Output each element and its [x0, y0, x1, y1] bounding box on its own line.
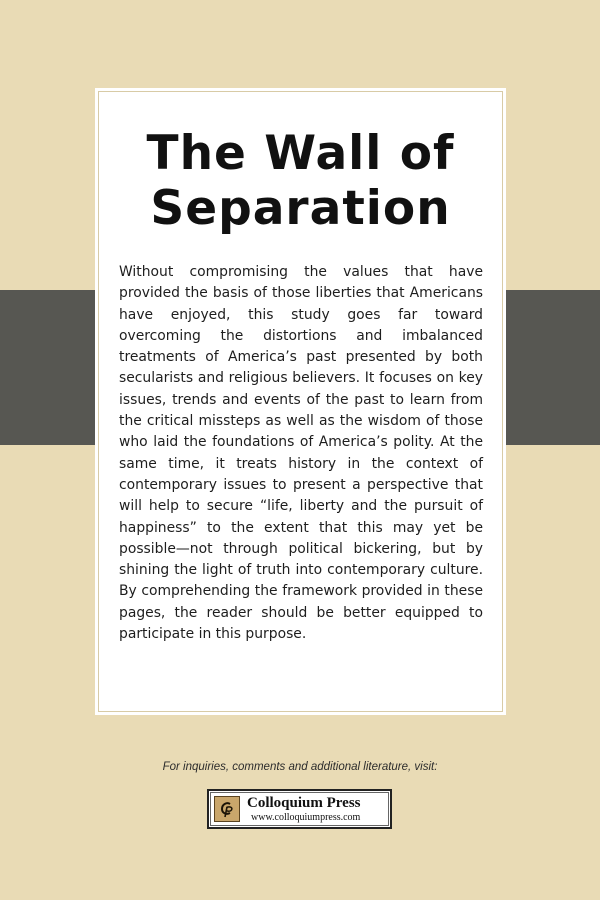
- publisher-logo-link[interactable]: [207, 789, 392, 829]
- publisher-name: Colloquium Press: [247, 795, 361, 811]
- book-title: The Wall of Separation: [146, 126, 455, 236]
- publisher-url: www.colloquiumpress.com: [251, 812, 361, 823]
- text-panel: [95, 88, 506, 715]
- cp-monogram-icon: [214, 796, 240, 822]
- inquiry-note: For inquiries, comments and additional literature, visit:: [162, 761, 438, 773]
- book-description: Without compromising the values that have provided the basis of those liberties that Americans have enjoyed, this study goes far toward overcoming the distortions and imbalanced treatments of America’s past presented by both secularists and religious believers. It focuses on key issues, trends and events of the past to learn from the critical missteps as well as the wisdom of those who laid the foundations of America’s polity. At the same time, it treats history in the context of contemporary issues to present a perspective that will help to secure “life, liberty and the pursuit of happiness” to the extent that this may yet be possible—not through political bickering, but by shining the light of truth into contemporary culture. By comprehending the framework provided in these pages, the reader should be better equipped to participate in this purpose.: [119, 264, 483, 643]
